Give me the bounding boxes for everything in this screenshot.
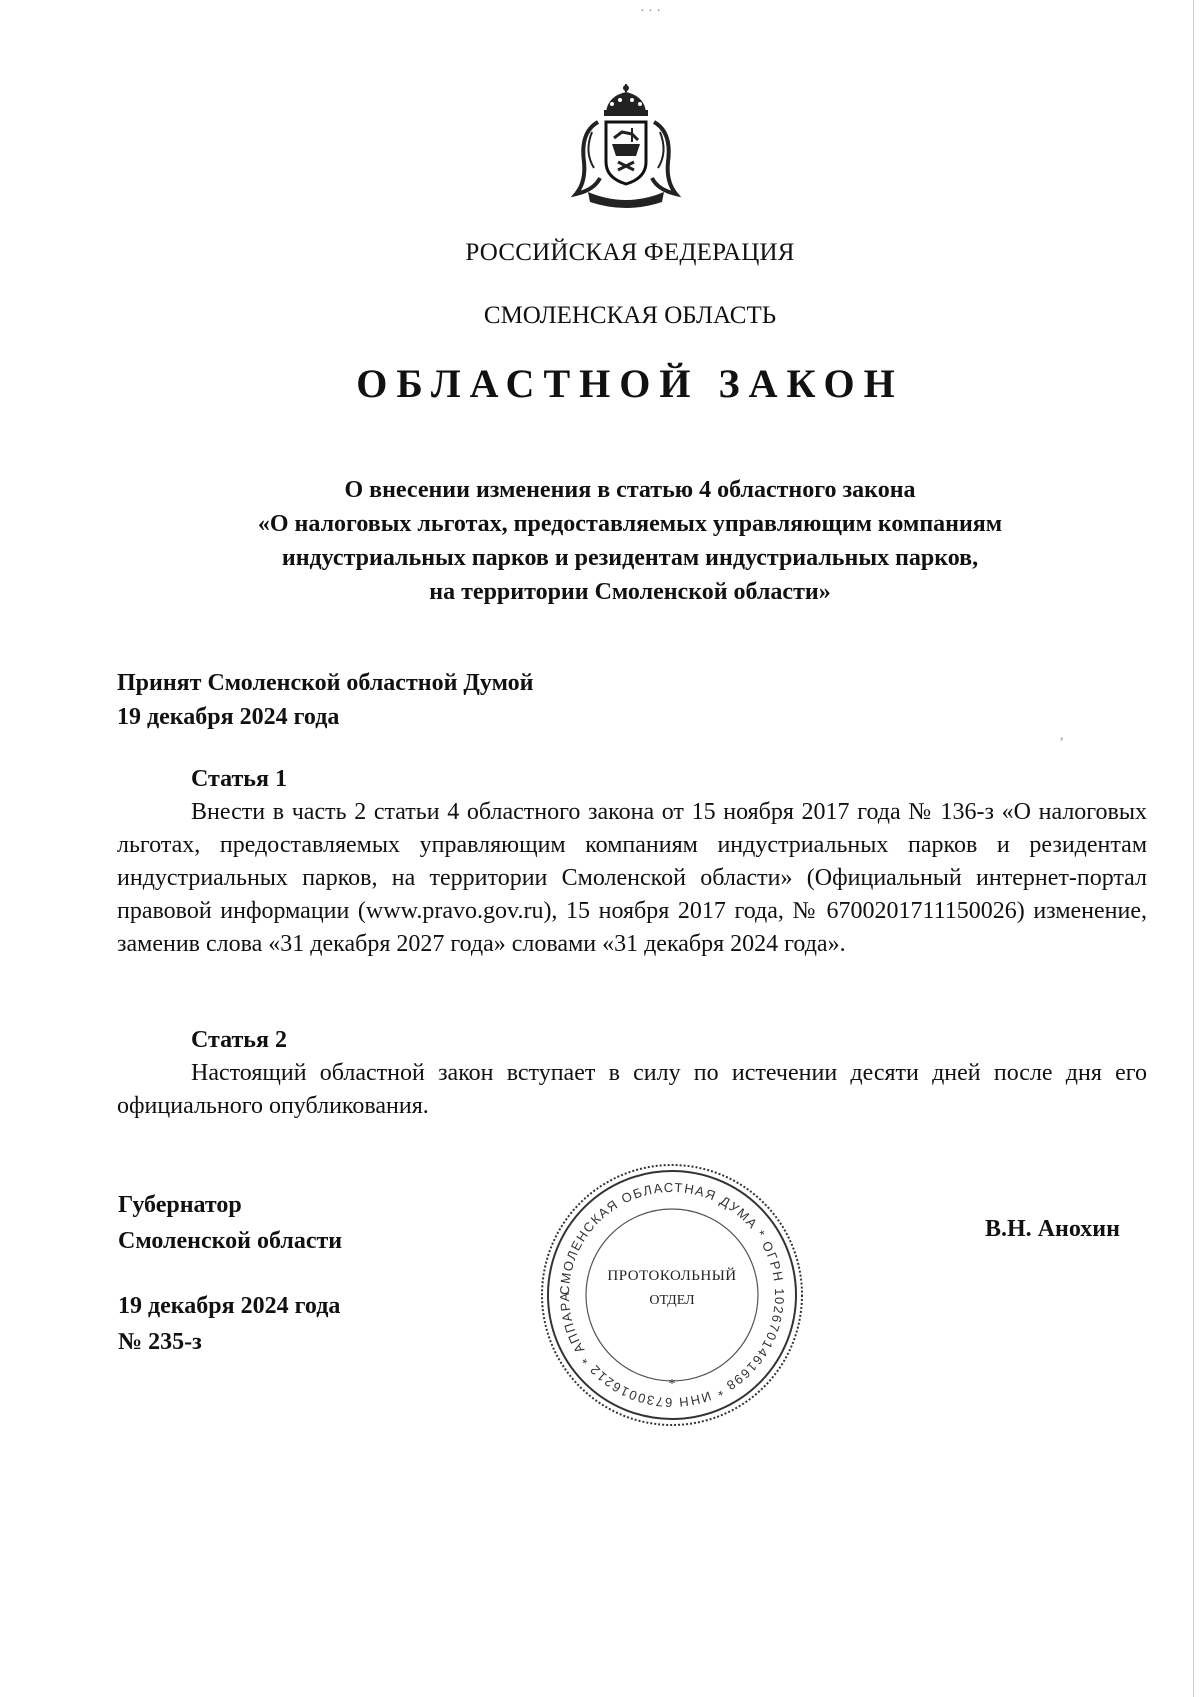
- article-1: [117, 763, 1147, 961]
- article-2-heading: Статья 2: [191, 1027, 287, 1053]
- article-1-heading: Статья 1: [191, 766, 287, 792]
- svg-text:*: *: [668, 1377, 676, 1392]
- country-name: РОССИЙСКАЯ ФЕДЕРАЦИЯ: [465, 239, 795, 266]
- official-stamp: [537, 1160, 807, 1430]
- adoption-date: 19 декабря 2024 года: [117, 704, 340, 730]
- position-line: Губернатор: [118, 1192, 242, 1218]
- stamp-department: ПРОТОКОЛЬНЫЙ: [607, 1268, 737, 1284]
- signatory-name: В.Н. Анохин: [985, 1216, 1120, 1242]
- region-name: СМОЛЕНСКАЯ ОБЛАСТЬ: [483, 302, 777, 329]
- stamp-department-sub: ОТДЕЛ: [649, 1293, 695, 1308]
- law-date-number: [118, 1288, 340, 1360]
- scan-speck: ,: [1060, 728, 1064, 743]
- article-2: [117, 1024, 1147, 1123]
- scan-speck: · · ·: [640, 4, 661, 19]
- adoption-block: [117, 666, 533, 734]
- coat-of-arms-emblem: [570, 82, 682, 214]
- law-title-line: О внесении изменения в статью 4 областного закона: [344, 477, 916, 503]
- document-type: ОБЛАСТНОЙ ЗАКОН: [356, 361, 904, 406]
- law-title-line: индустриальных парков и резидентам индустриальных парков,: [281, 545, 979, 571]
- signatory-position: [118, 1187, 342, 1259]
- article-1-text: Внести в часть 2 статьи 4 областного закона от 15 ноября 2017 года № 136-з «О налоговых льготах, предоставляемых управляющим компаниям индустриальных парков и резидентам индустриальных парков, на территории Смоленской области» (Официальный интернет-портал правовой информации (www.pravo.gov.ru), 15 ноября 2017 года, № 6700201711150026) изменение, заменив слова «31 декабря 2027 года» словами «31 декабря 2024 года».: [117, 799, 1147, 957]
- law-number: № 235-з: [118, 1329, 202, 1355]
- law-date: 19 декабря 2024 года: [118, 1293, 341, 1319]
- stamp-center-text: [537, 1268, 807, 1309]
- article-2-text: Настоящий областной закон вступает в силу по истечении десяти дней после дня его официального опубликования.: [117, 1060, 1147, 1119]
- law-title-line: «О налоговых льготах, предоставляемых управляющим компаниям: [257, 511, 1003, 537]
- svg-text:СМОЛЕНСКАЯ ОБЛАСТНАЯ ДУМА * ОГ: СМОЛЕНСКАЯ ОБЛАСТНАЯ ДУМА * ОГРН 1026701461698 * ИНН 6730016212 * АППАРА: [556, 1179, 788, 1411]
- position-line: Смоленской области: [118, 1228, 343, 1254]
- law-title-line: на территории Смоленской области»: [429, 579, 831, 605]
- law-title: [150, 473, 1110, 609]
- adoption-body: Принят Смоленской областной Думой: [117, 670, 534, 696]
